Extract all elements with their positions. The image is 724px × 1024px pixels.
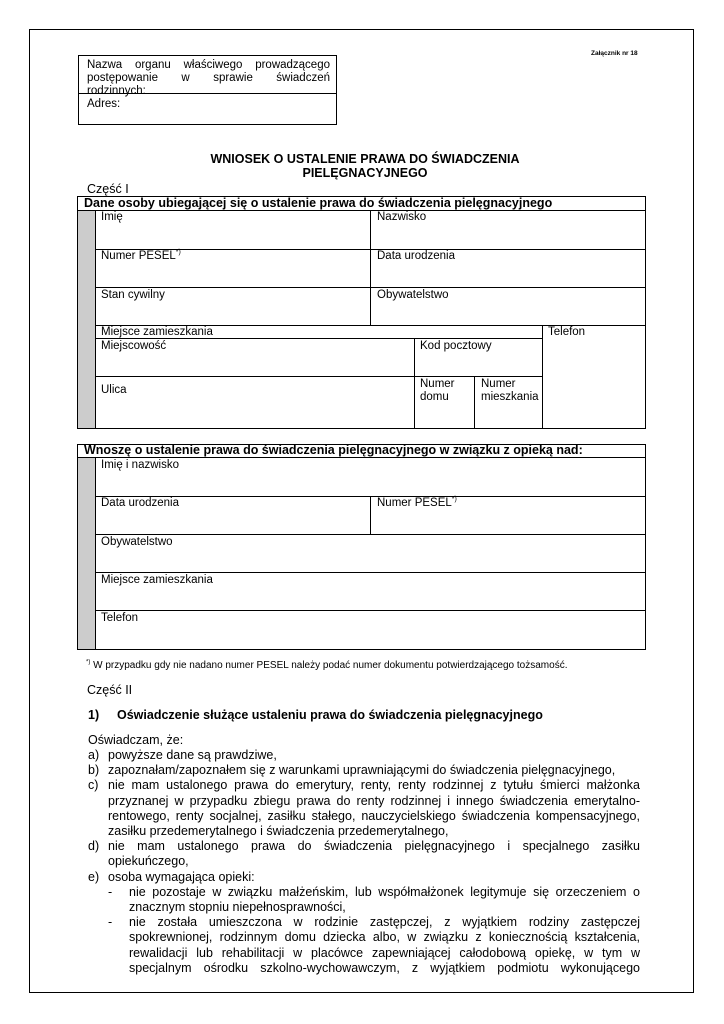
sub-item-marker: - <box>108 915 113 930</box>
item-text: zapoznałam/zapoznałem się z warunkami uprawniającymi do świadczenia pielęgnacyjnego, <box>108 763 616 778</box>
sub-list-item <box>88 915 640 976</box>
pesel-footnote-mark: *) <box>175 249 181 257</box>
divider <box>370 211 371 325</box>
phone-field[interactable]: Telefon <box>548 326 586 338</box>
part-2-label: Część II <box>87 683 133 697</box>
divider <box>95 572 645 573</box>
postal-code-field[interactable]: Kod pocztowy <box>420 340 492 352</box>
divider <box>78 457 645 458</box>
care-birth-date-field[interactable]: Data urodzenia <box>101 497 179 509</box>
care-full-name-field[interactable]: Imię i nazwisko <box>101 459 179 471</box>
organ-box-divider <box>79 93 336 94</box>
section-number: 1) <box>88 708 100 722</box>
document-title: WNIOSEK O USTALENIE PRAWA DO ŚWIADCZENIA PIELĘGNACYJNEGO <box>210 152 520 180</box>
list-item <box>88 870 640 885</box>
section-title-text: Oświadczenie służące ustaleniu prawa do świadczenia pielęgnacyjnego <box>117 708 543 722</box>
footnote-text: W przypadku gdy nie nadano numer PESEL należy podać numer dokumentu potwierdzającego tożsamość. <box>93 660 568 671</box>
applicant-data-section <box>77 196 646 429</box>
pesel-label: Numer PESEL <box>101 250 176 262</box>
item-marker: b) <box>88 763 100 778</box>
item-text: nie mam ustalonego prawa do emerytury, renty, renty rodzinnej z tytułu śmierci małżonka przyznanej w przypadku zbiegu prawa do renty rodzinnej i innego świadczenia emerytalno-rentowego, renty socjalnej, zasiłku stałego, nauczycielskiego świadczenia kompensacyjnego, zasiłku przedemerytalnego i świadczenia przedemerytalnego, <box>108 778 640 839</box>
care-pesel-footnote-mark: *) <box>451 496 457 504</box>
care-side-band <box>78 458 95 649</box>
divider <box>78 210 645 211</box>
last-name-field[interactable]: Nazwisko <box>377 211 427 223</box>
divider <box>95 610 645 611</box>
birth-date-field[interactable]: Data urodzenia <box>377 250 455 262</box>
citizenship-field[interactable]: Obywatelstwo <box>377 289 449 301</box>
residence-label: Miejsce zamieszkania <box>101 326 213 338</box>
divider <box>95 211 96 428</box>
divider <box>414 338 415 428</box>
list-item <box>88 763 640 778</box>
attachment-label: Załącznik nr 18 <box>591 50 638 57</box>
street-field[interactable]: Ulica <box>101 384 127 396</box>
civil-status-field[interactable]: Stan cywilny <box>101 289 165 301</box>
item-marker: c) <box>88 778 99 793</box>
item-marker: a) <box>88 748 100 762</box>
footnote-mark: *) <box>86 659 91 666</box>
part-1-label: Część I <box>87 182 129 196</box>
divider <box>542 325 543 428</box>
pesel-field[interactable] <box>101 250 181 263</box>
statement-intro: Oświadczam, że: <box>88 733 184 747</box>
sub-list-item <box>88 885 640 915</box>
sub-item-text: nie została umieszczona w rodzinie zastępczej, z wyjątkiem rodziny zastępczej spokrewnionej, rodzinnym domu dziecka albo, w związku z koniecznością kształcenia, rewalidacji lub rehabilitacji w placówce zapewniającej całodobową opiekę, w tym w specjalnym ośrodku szkolno-wychowawczym, z wyjątkiem podmiotu wykonującego <box>129 915 640 975</box>
pesel-footnote <box>86 660 567 671</box>
applicant-section-header: Dane osoby ubiegającej się o ustalenie prawa do świadczenia pielęgnacyjnego <box>84 196 553 210</box>
applicant-side-band <box>78 211 95 428</box>
divider <box>370 496 371 534</box>
organ-box <box>78 55 337 125</box>
care-section-header: Wnoszę o ustalenie prawa do świadczenia pielęgnacyjnego w związku z opieką nad: <box>84 443 583 457</box>
list-item <box>88 748 640 763</box>
list-item <box>88 839 640 869</box>
sub-item-marker: - <box>108 884 113 899</box>
divider <box>95 534 645 535</box>
item-marker: d) <box>88 839 100 854</box>
care-pesel-field[interactable] <box>377 497 457 510</box>
care-pesel-label: Numer PESEL <box>377 497 452 509</box>
item-text: nie mam ustalonego prawa do świadczenia pielęgnacyjnego i specjalnego zasiłku opiekuńczego, <box>108 839 640 869</box>
list-item <box>88 778 640 839</box>
statement-list <box>88 748 640 976</box>
care-citizenship-field[interactable]: Obywatelstwo <box>101 536 173 548</box>
sub-item-text: nie pozostaje w związku małżeńskim, lub współmałżonek legitymuje się orzeczeniem o znacznym stopniu niepełnosprawności, <box>129 884 640 915</box>
address-label: Adres: <box>87 98 121 110</box>
care-residence-field[interactable]: Miejsce zamieszkania <box>101 574 213 586</box>
apartment-number-field[interactable]: Numer mieszkania <box>481 378 539 403</box>
divider <box>474 376 475 428</box>
item-marker: e) <box>88 869 100 884</box>
first-name-field[interactable]: Imię <box>101 211 123 223</box>
divider <box>95 458 96 649</box>
statement-section-title <box>88 708 543 722</box>
item-text: osoba wymagająca opieki: <box>108 869 255 884</box>
organ-name-label: Nazwa organu właściwego prowadzącego postępowanie w sprawie świadczeń rodzinnych: <box>87 59 330 97</box>
locality-field[interactable]: Miejscowość <box>101 340 167 352</box>
house-number-field[interactable]: Numer domu <box>420 378 455 403</box>
item-text: powyższe dane są prawdziwe, <box>108 748 277 762</box>
care-phone-field[interactable]: Telefon <box>101 612 139 624</box>
